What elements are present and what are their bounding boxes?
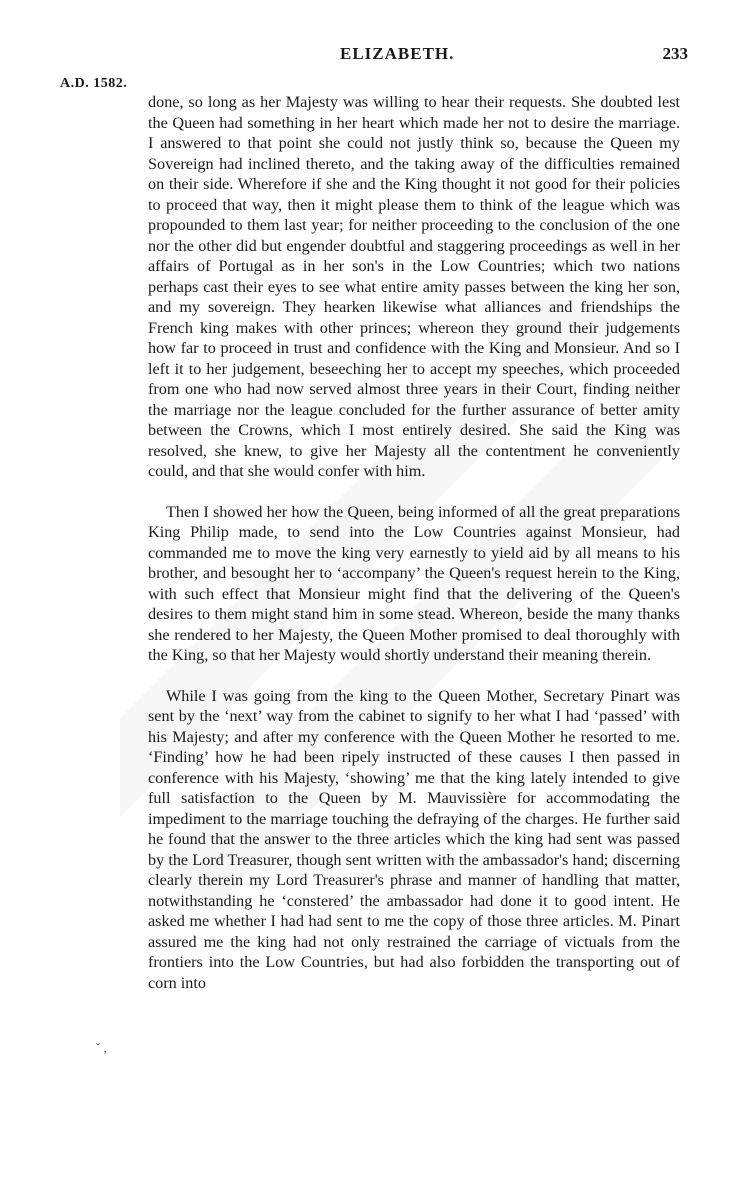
paragraph-2: Then I showed her how the Queen, being informed of all the great preparations King Philip made, to send into the Low Countries against Monsieur, had commanded me to move the king very earnestly to yield aid by all means to his brother, and besought her to ‘accompany’ the Queen's request herein to the King, with such effect that Monsieur might find that the delivering of the Queen's desires to them might stand him in some stead. Whereon, beside the many thanks she rendered to her Majesty, the Queen Mother promised to deal thoroughly with the King, so that her Majesty would shortly understand their meaning therein. (148, 502, 680, 664)
running-head (0, 44, 748, 68)
paragraph-3: While I was going from the king to the Queen Mother, Secretary Pinart was sent by the ‘next’ way from the cabinet to signify to her what I had ‘passed’ with his Majesty; and after my conference with the Queen Mother he resorted to me. ‘Finding’ how he had been ripely instructed of these causes I then passed in conference with his Majesty, ‘showing’ me that the king lately intended to give full satisfaction to the Queen by M. Mauvissière for accommodating the impediment to the marriage touching the defraying of the charges. He further said he found that the answer to the three articles which the king had sent was passed by the Lord Treasurer, though sent written with the ambassador's hand; discerning clearly therein my Lord Treasurer's phrase and manner of handling that matter, notwithstanding he ‘constered’ the ambassador had done it to good intent. He asked me whether I had had sent to me the copy of those three articles. M. Pinart assured me the king had not only restrained the carriage of victuals from the frontiers into the Low Countries, but had also forbidden the transporting out of corn into (148, 686, 680, 992)
body-text (148, 92, 680, 993)
page-number: 233 (662, 44, 688, 63)
margin-date: A.D. 1582. (60, 76, 128, 91)
paragraph-1: done, so long as her Majesty was willing to hear their requests. She doubted lest the Queen had something in her heart which made her not to desire the marriage. I answered to that point she could not justly think so, because the Queen my Sovereign had inclined thereto, and the taking away of the difficulties remained on their side. Wherefore if she and the King thought it not good for their policies to proceed that way, then it might please them to think of the league which was propounded to them last year; for neither proceeding to the conclusion of the one nor the other did but engender doubtful and staggering proceedings as well in her affairs of Portugal as in her son's in the Low Countries; which two nations perhaps cast their eyes to see what entire amity passes between the king her son, and my sovereign. They hearken likewise what alliances and friendships the French king makes with other princes; whereon they ground their judgements how far to proceed in trust and confidence with the King and Monsieur. And so I left it to her judgement, beseeching her to accept my speeches, which proceeded from one who had now served almost three years in their Court, finding neither the marriage nor the league concluded for the further assurance of better amity between the Crowns, which I most entirely desired. She said the King was resolved, she knew, to give her Majesty all the contentment he conveniently could, and that she would confer with him. (148, 93, 680, 480)
margin-mark: ˇ , (96, 1040, 107, 1055)
running-title: ELIZABETH. (340, 44, 455, 63)
